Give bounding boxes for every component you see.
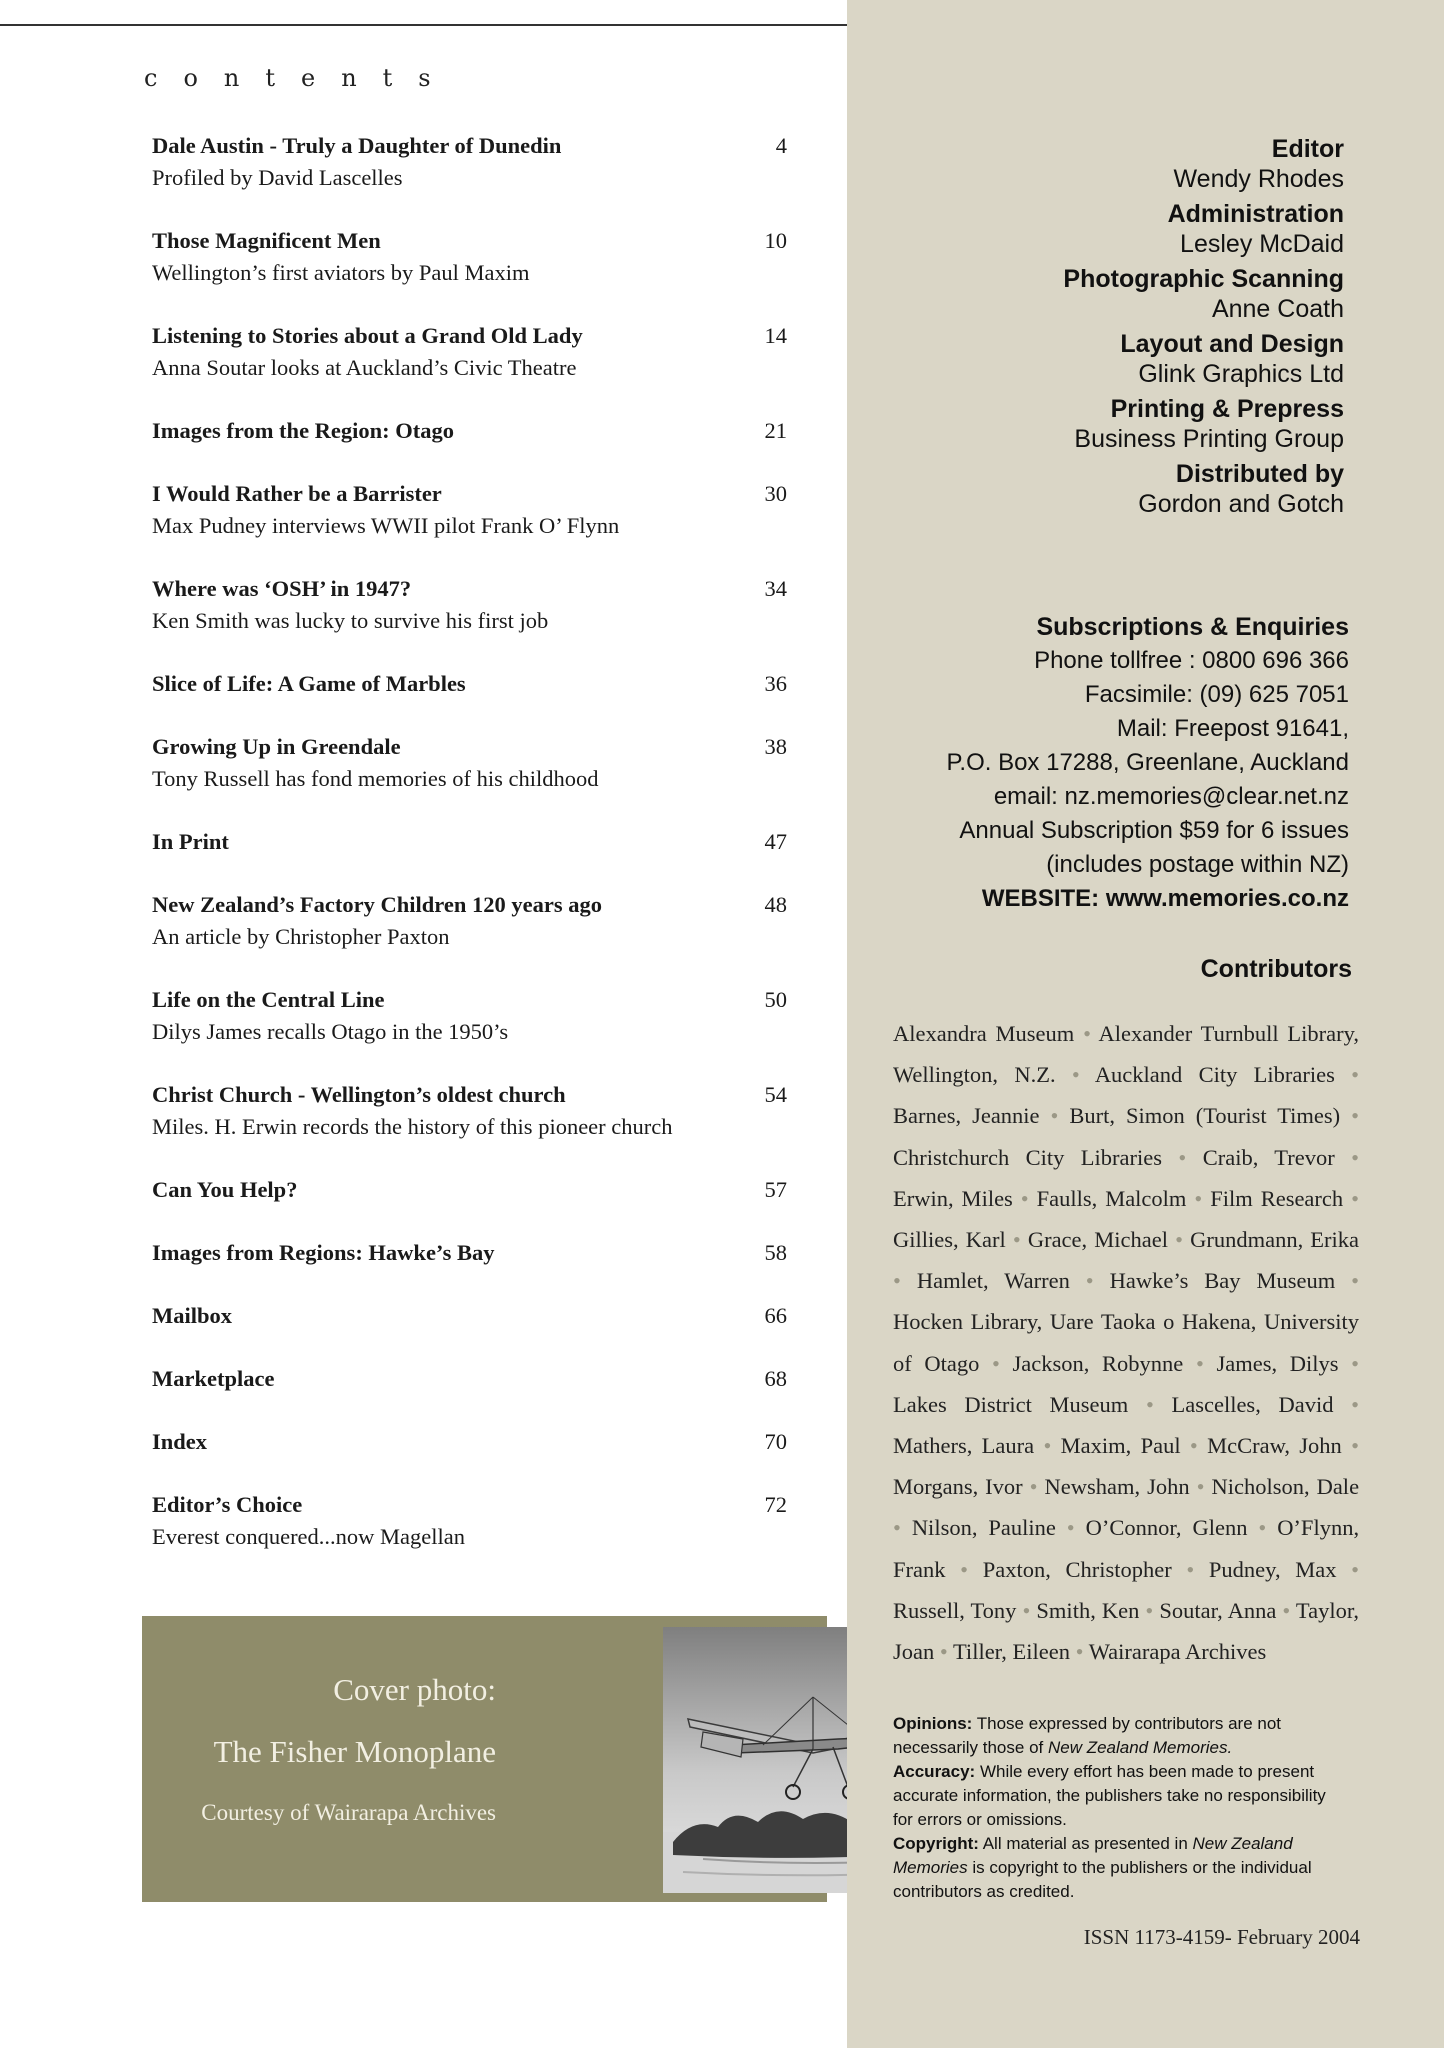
toc-entry-subtitle: Miles. H. Erwin records the history of this pioneer church (152, 1114, 673, 1139)
contributor-name: Burt, Simon (Tourist Times) (1069, 1103, 1341, 1129)
opinions-text: Those expressed by contributors are not necessarily those of (893, 1714, 1282, 1757)
contributor-name: Wairarapa Archives (1088, 1639, 1267, 1665)
contributors-list (893, 1013, 1359, 1672)
toc-entry-row (152, 1174, 787, 1206)
staff-name: Wendy Rhodes (1173, 165, 1344, 193)
copyright-publication: New Zealand Memories (893, 1834, 1293, 1877)
cover-caption-line3: Courtesy of Wairarapa Archives (201, 1800, 496, 1825)
bullet-separator: • (1071, 1062, 1080, 1088)
toc-entry-row (152, 1426, 787, 1458)
toc-entry (152, 1426, 787, 1458)
contributor-name: O’Flynn, Frank (893, 1515, 1360, 1582)
bullet-separator: • (1258, 1515, 1267, 1541)
accuracy-label: Accuracy: (893, 1762, 976, 1781)
staff-credit (1063, 199, 1344, 259)
contributor-name: Alexander Turnbull Library, Wellington, N.Z. (893, 1021, 1360, 1088)
staff-role: Distributed by (1175, 460, 1344, 488)
staff-credit (1063, 459, 1344, 519)
bullet-separator: • (1351, 1268, 1360, 1294)
toc-entry-row (152, 130, 787, 162)
toc-entry (152, 826, 787, 858)
toc-entry (152, 225, 787, 289)
bullet-separator: • (893, 1515, 901, 1541)
toc-entry-page: 21 (764, 418, 787, 443)
bullet-separator: • (1075, 1639, 1084, 1665)
contributor-name: Hawke’s Bay Museum (1109, 1268, 1336, 1294)
subscriptions-pobox: P.O. Box 17288, Greenlane, Auckland (946, 749, 1349, 776)
bullet-separator: • (1085, 1268, 1094, 1294)
bullet-separator: • (893, 1268, 901, 1294)
contributor-name: Christchurch City Libraries (893, 1144, 1162, 1170)
bullet-separator: • (1029, 1474, 1038, 1500)
staff-name: Business Printing Group (1074, 425, 1344, 453)
toc-entry-page: 36 (764, 671, 787, 696)
contributor-name: Auckland City Libraries (1094, 1062, 1335, 1088)
staff-credit (1063, 134, 1344, 194)
contributor-name: O’Connor, Glenn (1085, 1515, 1248, 1541)
toc-entry (152, 1363, 787, 1395)
bullet-separator: • (960, 1556, 969, 1582)
bullet-separator: • (1351, 1556, 1360, 1582)
toc-entry-row (152, 731, 787, 763)
contributor-name: Hocken Library, Uare Taoka o Hakena, University of Otago (893, 1309, 1359, 1376)
toc-entry (152, 478, 787, 542)
bullet-separator: • (1189, 1433, 1198, 1459)
toc-entry-row (152, 984, 787, 1016)
bullet-separator: • (1194, 1185, 1203, 1211)
bullet-separator: • (1145, 1597, 1154, 1623)
contributor-name: Alexandra Museum (893, 1021, 1075, 1046)
toc-entry-row (152, 225, 787, 257)
toc-entry-row (152, 415, 787, 447)
bullet-separator: • (1022, 1597, 1031, 1623)
subscriptions-block (946, 610, 1349, 916)
contributor-name: Faulls, Malcolm (1036, 1185, 1187, 1211)
bullet-separator: • (1351, 1185, 1359, 1211)
contributor-name: Erwin, Miles (893, 1185, 1013, 1211)
staff-name: Lesley McDaid (1180, 230, 1344, 258)
toc-entry-page: 48 (764, 892, 787, 917)
staff-name: Glink Graphics Ltd (1138, 360, 1344, 388)
staff-name: Gordon and Gotch (1138, 490, 1344, 518)
toc-entry (152, 1300, 787, 1332)
bullet-separator: • (1351, 1391, 1360, 1417)
toc-entry (152, 668, 787, 700)
toc-entry-row (152, 478, 787, 510)
copyright-label: Copyright: (893, 1834, 979, 1853)
staff-role: Administration (1167, 200, 1344, 228)
staff-name: Anne Coath (1211, 295, 1344, 323)
toc-entry (152, 1079, 787, 1143)
toc-entry (152, 1237, 787, 1269)
bullet-separator: • (1282, 1597, 1291, 1623)
top-rule (0, 24, 847, 26)
toc-entry-title: Editor’s Choice (152, 1492, 303, 1517)
toc-entry (152, 984, 787, 1048)
subscriptions-heading: Subscriptions & Enquiries (1036, 613, 1349, 641)
legal-notes (893, 1712, 1343, 1904)
bullet-separator: • (1043, 1433, 1052, 1459)
toc-entry-page: 50 (764, 987, 787, 1012)
toc-entry-row (152, 1300, 787, 1332)
toc-entry-row (152, 1489, 787, 1521)
subscriptions-mail: Mail: Freepost 91641, (1116, 715, 1349, 742)
issn-line: ISSN 1173-4159- February 2004 (1083, 1925, 1360, 1949)
toc-entry-page: 72 (764, 1492, 787, 1517)
cover-photo-box (142, 1616, 827, 1902)
contributor-name: Tiller, Eileen (952, 1639, 1070, 1665)
toc-entry-title: I Would Rather be a Barrister (152, 481, 442, 506)
toc-entry-row (152, 668, 787, 700)
bullet-separator: • (1195, 1350, 1204, 1376)
bullet-separator: • (1351, 1103, 1360, 1129)
toc-entry-row (152, 573, 787, 605)
toc-entry-title: Those Magnificent Men (152, 228, 381, 253)
toc-entry-subtitle: An article by Christopher Paxton (152, 924, 450, 949)
contributor-name: Taylor, Joan (893, 1597, 1360, 1665)
bullet-separator: • (1351, 1062, 1360, 1088)
toc-entry (152, 1174, 787, 1206)
toc-entry-row (152, 826, 787, 858)
toc-entry-row (152, 1079, 787, 1111)
contributor-name: Craib, Trevor (1202, 1144, 1335, 1170)
contributor-name: Gillies, Karl (893, 1227, 1006, 1253)
toc-entry-subtitle: Wellington’s first aviators by Paul Maxim (152, 260, 530, 285)
bullet-separator: • (1050, 1103, 1059, 1129)
cover-caption-line2: The Fisher Monoplane (213, 1734, 496, 1769)
cover-caption-line1: Cover photo: (333, 1672, 496, 1707)
contributor-name: Jackson, Robynne (1012, 1350, 1184, 1376)
accuracy-text: While every effort has been made to present accurate information, the publishers take no responsibility for errors or omissions. (893, 1762, 1326, 1829)
bullet-separator: • (992, 1350, 1000, 1376)
contributor-name: Russell, Tony (893, 1597, 1017, 1623)
contents-heading: contents (144, 64, 457, 92)
toc-entry (152, 415, 787, 447)
staff-role: Layout and Design (1120, 330, 1344, 358)
toc-entry-subtitle: Dilys James recalls Otago in the 1950’s (152, 1019, 509, 1044)
bullet-separator: • (1196, 1474, 1205, 1500)
contributor-name: Lascelles, David (1171, 1391, 1334, 1417)
toc-entry-title: Can You Help? (152, 1177, 298, 1202)
toc-entry-title: Slice of Life: A Game of Marbles (152, 671, 466, 696)
bullet-separator: • (1145, 1391, 1154, 1417)
contributor-name: James, Dilys (1216, 1350, 1339, 1376)
toc-entry-title: Dale Austin - Truly a Daughter of Dunedin (152, 133, 562, 158)
toc-entry-page: 47 (764, 829, 787, 854)
contributor-name: Maxim, Paul (1060, 1433, 1181, 1459)
toc-entry-title: Images from the Region: Otago (152, 418, 455, 443)
bullet-separator: • (1012, 1227, 1021, 1253)
toc-entry-page: 54 (764, 1082, 787, 1107)
contributor-name: Barnes, Jeannie (893, 1103, 1040, 1129)
toc-entry-subtitle: Anna Soutar looks at Auckland’s Civic Theatre (152, 355, 577, 380)
bullet-separator: • (1351, 1433, 1360, 1459)
staff-role: Photographic Scanning (1063, 265, 1344, 293)
contributor-name: Paxton, Christopher (982, 1556, 1172, 1582)
bullet-separator: • (939, 1639, 948, 1665)
subscriptions-email[interactable]: email: nz.memories@clear.net.nz (993, 783, 1349, 810)
toc-entry-page: 34 (764, 576, 787, 601)
opinions-label: Opinions: (893, 1714, 973, 1733)
contributor-name: Newsham, John (1044, 1474, 1190, 1500)
staff-credit (1063, 264, 1344, 324)
toc-entry-title: Growing Up in Greendale (152, 734, 401, 759)
toc-entry-page: 58 (764, 1240, 787, 1265)
toc-entry-title: Images from Regions: Hawke’s Bay (152, 1240, 495, 1265)
toc-entry (152, 573, 787, 637)
copyright-text: All material as presented in (978, 1834, 1193, 1853)
contributors-heading: Contributors (1200, 955, 1352, 983)
toc-entry-subtitle: Everest conquered...now Magellan (152, 1524, 466, 1549)
toc-entry-page: 38 (764, 734, 787, 759)
bullet-separator: • (1066, 1515, 1075, 1541)
toc-entry (152, 889, 787, 953)
staff-credit (1063, 394, 1344, 454)
toc-entry-page: 14 (764, 323, 787, 348)
opinions-publication: New Zealand Memories. (1047, 1738, 1233, 1757)
toc-entry-page: 57 (764, 1177, 787, 1202)
bullet-separator: • (1186, 1556, 1195, 1582)
toc-entry-title: Mailbox (152, 1303, 233, 1328)
toc-entry-title: Christ Church - Wellington’s oldest church (152, 1082, 566, 1107)
contributor-name: Mathers, Laura (893, 1433, 1035, 1459)
contributor-name: Morgans, Ivor (893, 1474, 1023, 1500)
toc-entry (152, 320, 787, 384)
toc-entry-title: New Zealand’s Factory Children 120 years ago (152, 892, 602, 917)
subscriptions-fax: Facsimile: (09) 625 7051 (1084, 681, 1349, 708)
toc-entry-title: Where was ‘OSH’ in 1947? (152, 576, 412, 601)
staff-credit (1063, 329, 1344, 389)
toc-entry-page: 30 (764, 481, 787, 506)
bullet-separator: • (1351, 1350, 1360, 1376)
toc-entry-page: 66 (764, 1303, 787, 1328)
bullet-separator: • (1020, 1185, 1029, 1211)
staff-role: Printing & Prepress (1110, 395, 1344, 423)
subscriptions-annual: Annual Subscription $59 for 6 issues (959, 817, 1349, 844)
bullet-separator: • (1178, 1144, 1187, 1170)
toc-entry-page: 68 (764, 1366, 787, 1391)
toc-entry-row (152, 320, 787, 352)
contributor-name: Pudney, Max (1208, 1556, 1337, 1582)
toc-entry-subtitle: Profiled by David Lascelles (152, 165, 403, 190)
toc-entry (152, 731, 787, 795)
contributor-name: Nicholson, Dale (1211, 1474, 1360, 1500)
toc-entry-title: In Print (152, 829, 229, 854)
toc-entry-row (152, 1363, 787, 1395)
contributor-name: Hamlet, Warren (916, 1268, 1070, 1294)
contributor-name: Lakes District Museum (893, 1391, 1129, 1417)
toc-entry-subtitle: Tony Russell has fond memories of his childhood (152, 766, 599, 791)
subscriptions-postage: (includes postage within NZ) (1046, 851, 1349, 878)
contributor-name: Nilson, Pauline (911, 1515, 1056, 1541)
contributor-name: Grace, Michael (1027, 1227, 1168, 1253)
toc-entry (152, 1489, 787, 1553)
toc-entry-page: 4 (775, 133, 787, 158)
staff-credits (1063, 134, 1344, 524)
toc-entry-title: Life on the Central Line (152, 987, 385, 1012)
copyright-text-end: is copyright to the publishers or the individual contributors as credited. (893, 1858, 1312, 1901)
toc-entry-title: Index (152, 1429, 208, 1454)
contributor-name: Grundmann, Erika (1190, 1227, 1360, 1253)
toc-entry-title: Listening to Stories about a Grand Old Lady (152, 323, 583, 348)
subscriptions-phone: Phone tollfree : 0800 696 366 (1034, 647, 1349, 674)
contributor-name: Film Research (1210, 1185, 1344, 1211)
toc-entry (152, 130, 787, 194)
toc-entry-page: 70 (764, 1429, 787, 1454)
bullet-separator: • (1351, 1144, 1360, 1170)
toc-entry-subtitle: Max Pudney interviews WWII pilot Frank O’ Flynn (152, 513, 620, 538)
contributor-name: McCraw, John (1207, 1433, 1342, 1459)
toc-entry-title: Marketplace (152, 1366, 275, 1391)
bullet-separator: • (1175, 1227, 1183, 1253)
subscriptions-website[interactable]: WEBSITE: www.memories.co.nz (981, 885, 1349, 912)
toc-entry-row (152, 1237, 787, 1269)
bullet-separator: • (1083, 1021, 1091, 1046)
staff-role: Editor (1271, 135, 1344, 163)
contributor-name: Soutar, Anna (1159, 1597, 1277, 1623)
toc-entry-page: 10 (764, 228, 787, 253)
toc-entry-subtitle: Ken Smith was lucky to survive his first job (152, 608, 549, 633)
contributor-name: Smith, Ken (1036, 1597, 1140, 1623)
toc-entry-row (152, 889, 787, 921)
